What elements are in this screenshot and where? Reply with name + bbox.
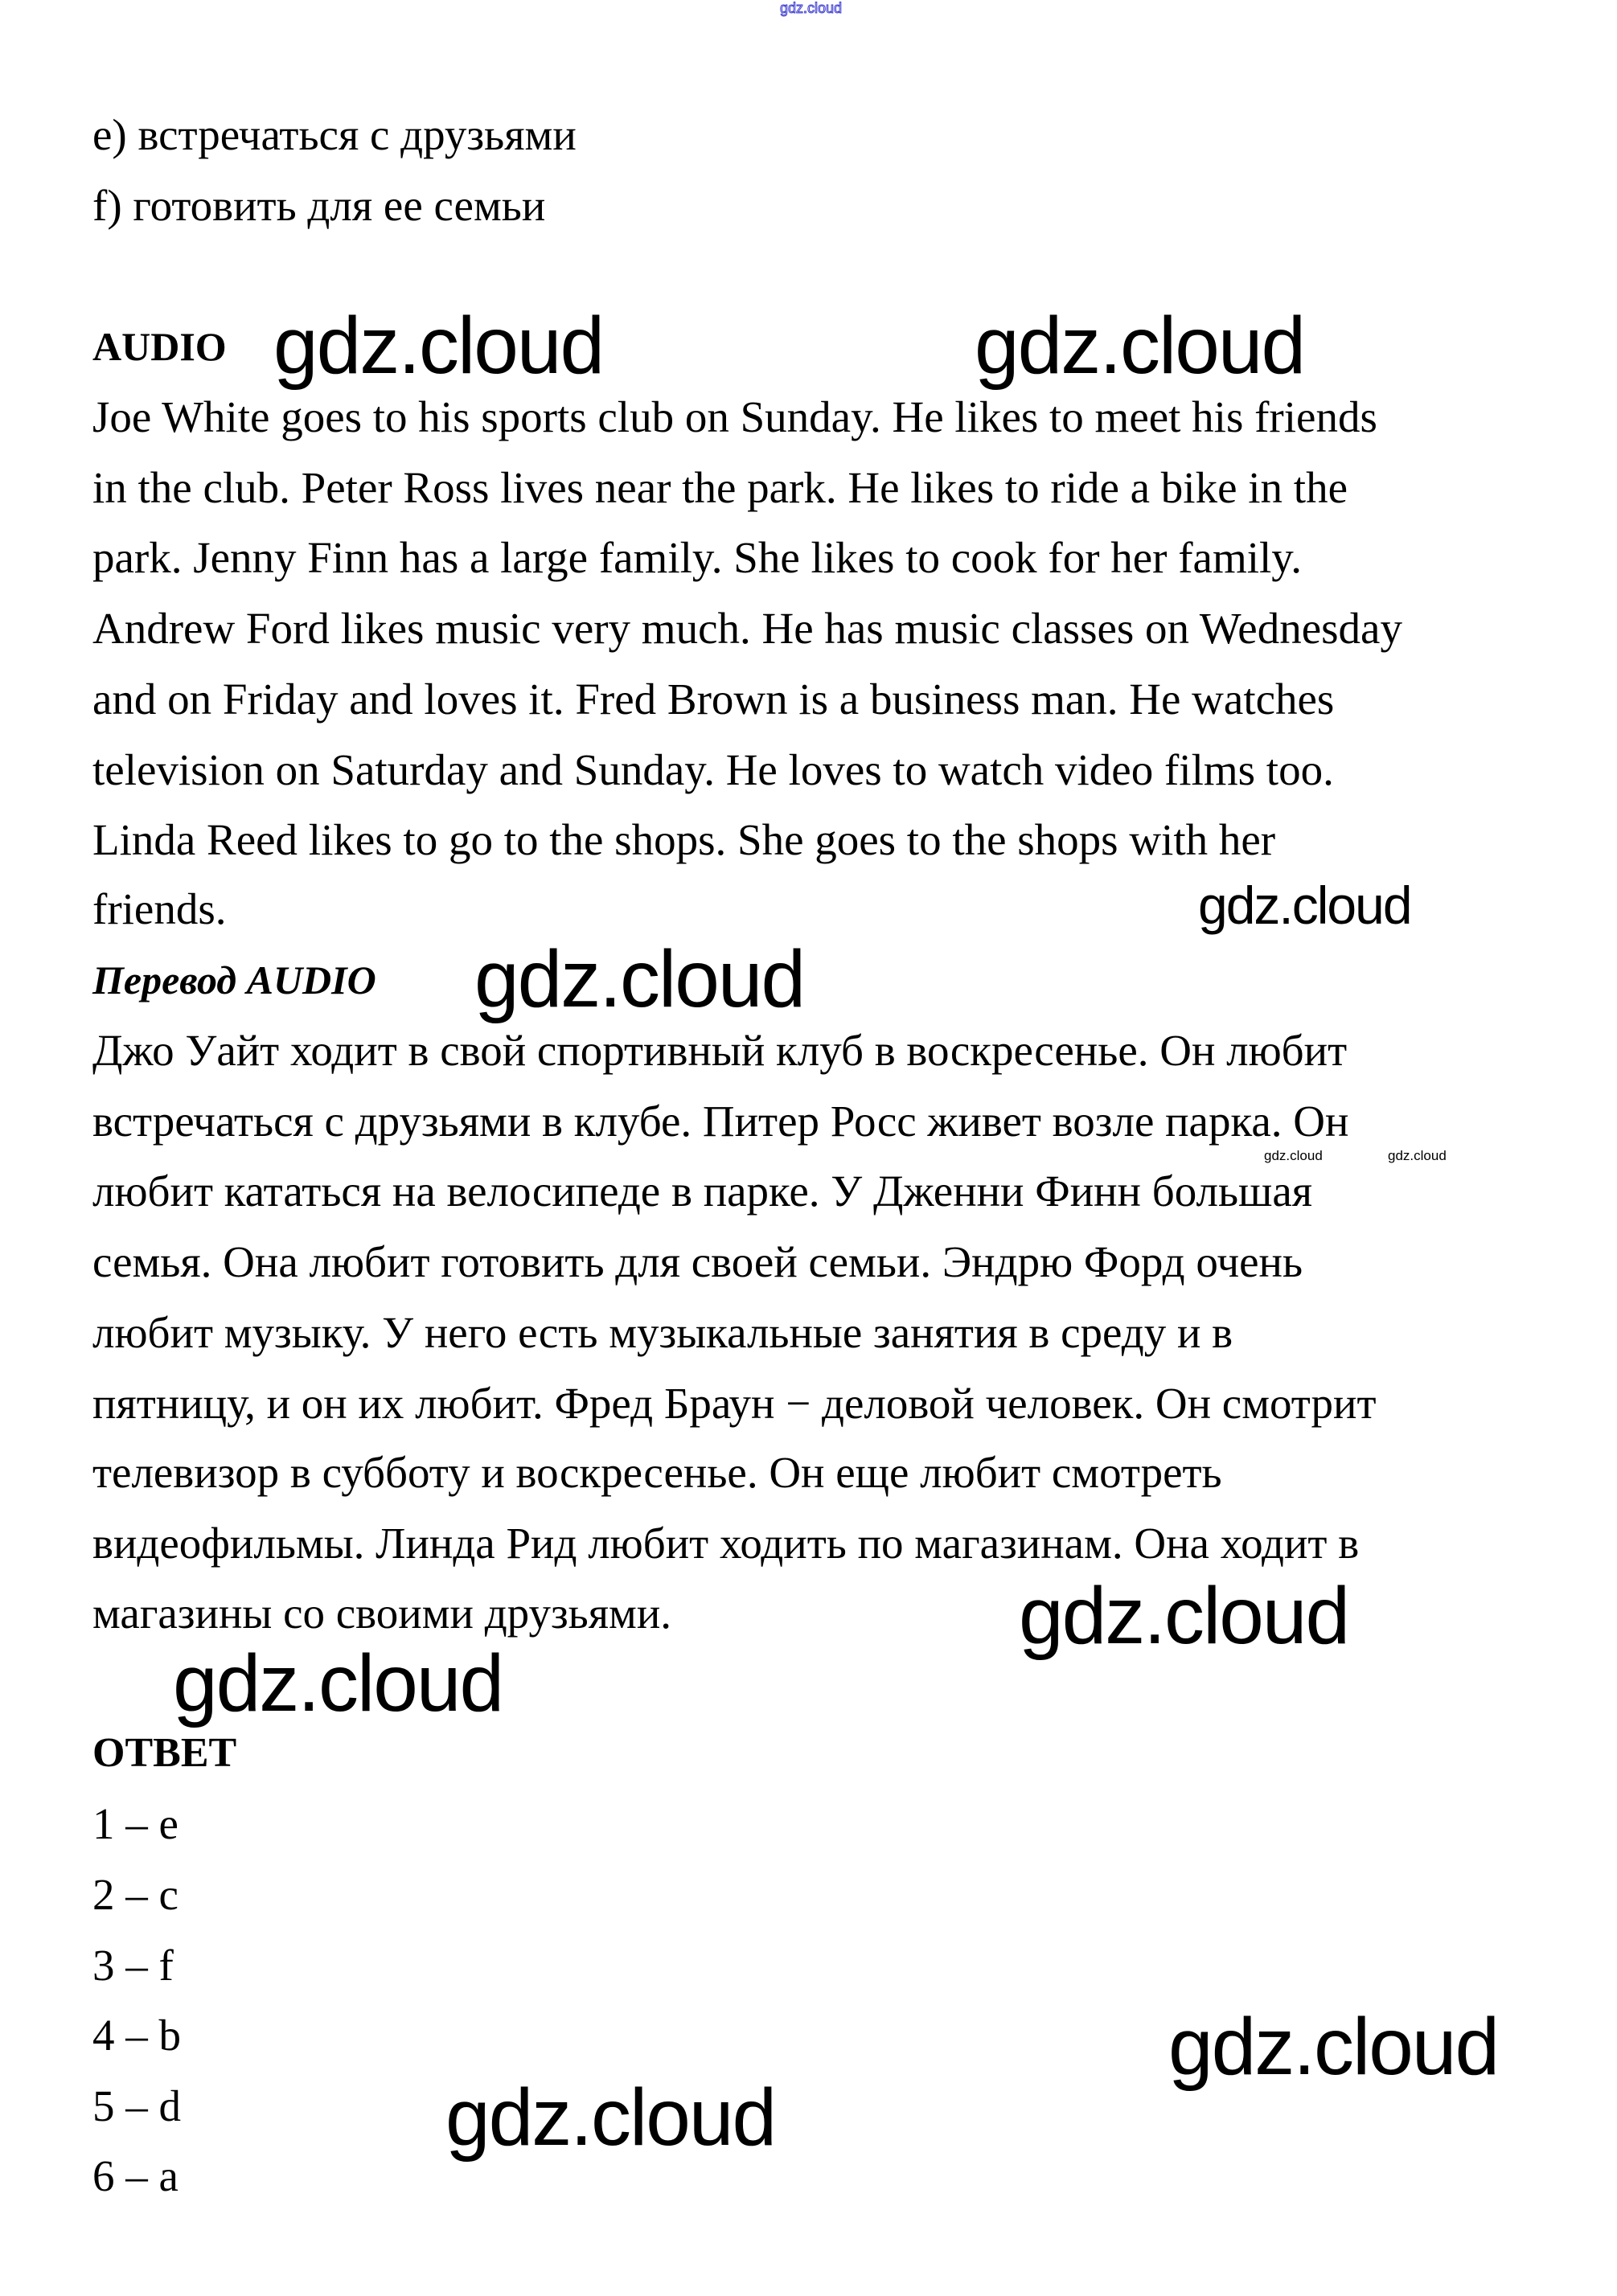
- answer-item: 5 – d: [92, 2081, 181, 2130]
- audio-line: park. Jenny Finn has a large family. She likes to cook for her family.: [92, 533, 1302, 582]
- watermark: gdz.cloud: [975, 301, 1305, 391]
- watermark: gdz.cloud: [1198, 875, 1411, 935]
- audio-line: television on Saturday and Sunday. He loves to watch video films too.: [92, 745, 1334, 794]
- answer-item: 2 – c: [92, 1870, 179, 1919]
- watermark: gdz.cloud: [273, 301, 604, 391]
- translation-line: видеофильмы. Линда Рид любит ходить по магазинам. Она ходит в: [92, 1519, 1360, 1568]
- watermark: gdz.cloud: [1019, 1571, 1349, 1661]
- option-f: f) готовить для ее семьи: [92, 181, 546, 230]
- translation-line: любит музыку. У него есть музыкальные занятия в среду и в: [92, 1308, 1233, 1357]
- translation-line: пятницу, и он их любит. Фред Браун − деловой человек. Он смотрит: [92, 1379, 1377, 1428]
- audio-line: in the club. Peter Ross lives near the park. He likes to ride a bike in the: [92, 463, 1348, 512]
- translation-line: семья. Она любит готовить для своей семьи. Эндрю Форд очень: [92, 1237, 1303, 1286]
- audio-line: Joe White goes to his sports club on Sunday. He likes to meet his friends: [92, 392, 1377, 441]
- translation-line: магазины со своими друзьями.: [92, 1589, 672, 1638]
- translation-line: Джо Уайт ходит в свой спортивный клуб в воскресенье. Он любит: [92, 1026, 1348, 1075]
- watermark: gdz.cloud: [1388, 1148, 1447, 1163]
- audio-line: Linda Reed likes to go to the shops. She goes to the shops with her: [92, 815, 1276, 864]
- audio-line: friends.: [92, 884, 227, 933]
- translation-line: встречаться с друзьями в клубе. Питер Росс живет возле парка. Он: [92, 1097, 1349, 1146]
- watermark: gdz.cloud: [173, 1638, 503, 1728]
- audio-line: and on Friday and loves it. Fred Brown is a business man. He watches: [92, 674, 1335, 724]
- translation-line: телевизор в субботу и воскресенье. Он еще любит смотреть: [92, 1448, 1222, 1497]
- translation-heading: Перевод AUDIO: [92, 957, 376, 1002]
- answer-item: 1 – e: [92, 1799, 179, 1848]
- watermark: gdz.cloud: [474, 934, 805, 1024]
- watermark: gdz.cloud: [445, 2073, 776, 2163]
- watermark: gdz.cloud: [1168, 2002, 1499, 2092]
- option-e: e) встречаться с друзьями: [92, 110, 577, 159]
- audio-heading: AUDIO: [92, 324, 227, 369]
- answer-item: 3 – f: [92, 1941, 174, 1990]
- watermark-top: gdz.cloud: [780, 0, 843, 16]
- answer-item: 4 – b: [92, 2011, 181, 2060]
- watermark: gdz.cloud: [1264, 1148, 1323, 1163]
- audio-line: Andrew Ford likes music very much. He has music classes on Wednesday: [92, 604, 1402, 653]
- answer-heading: ОТВЕТ: [92, 1730, 237, 1776]
- answer-item: 6 – a: [92, 2151, 179, 2200]
- translation-line: любит кататься на велосипеде в парке. У Дженни Финн большая: [92, 1166, 1313, 1216]
